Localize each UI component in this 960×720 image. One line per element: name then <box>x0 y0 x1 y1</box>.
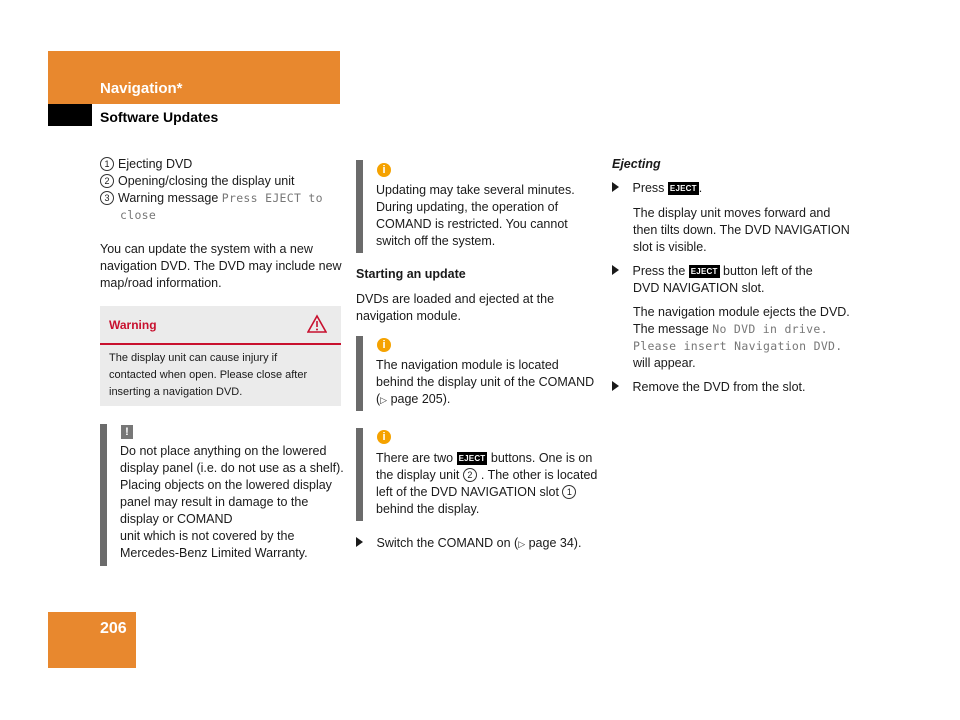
step-arrow-icon <box>612 381 619 391</box>
page-number: 206 <box>100 620 127 637</box>
callout-number: 2 <box>100 174 114 188</box>
text-line <box>376 391 611 409</box>
text-line <box>376 450 611 467</box>
display-message: close <box>120 208 157 222</box>
paragraph <box>356 291 596 325</box>
step-arrow-icon <box>612 265 619 275</box>
info-text <box>376 450 611 518</box>
caution-text <box>120 443 345 562</box>
text-line: You can update the system with a new <box>100 242 313 256</box>
text-line: will appear. <box>633 356 696 370</box>
info-icon: i <box>377 163 391 177</box>
info-bar <box>356 160 363 253</box>
step-result <box>633 304 883 372</box>
eject-button-icon: EJECT <box>458 454 486 463</box>
legend-text: Ejecting DVD <box>118 157 193 171</box>
text-line <box>376 484 611 501</box>
warning-divider <box>100 343 341 345</box>
legend-text: Warning message <box>118 191 222 205</box>
text-fragment: . <box>698 181 703 195</box>
legend-item <box>100 173 340 190</box>
caution-bar <box>100 424 107 566</box>
text-fragment: Remove the DVD from the slot. <box>632 380 806 394</box>
text-line: switch off the system. <box>376 234 496 248</box>
step-item <box>612 263 872 280</box>
exclamation-icon: ! <box>121 425 133 439</box>
text-line <box>633 338 883 355</box>
display-message: Press EJECT to <box>221 191 323 205</box>
text-fragment: Press the <box>632 264 689 278</box>
text-line: behind the display. <box>376 502 480 516</box>
step-item-cont: DVD NAVIGATION slot. <box>633 281 765 295</box>
text-fragment: . The other is located <box>480 468 598 482</box>
callout-number: 2 <box>463 468 477 482</box>
text-line: The display unit moves forward and <box>633 206 831 220</box>
section-subtitle: Software Updates <box>100 109 219 125</box>
text-fragment: button left of the <box>719 264 813 278</box>
step-arrow-icon <box>612 182 619 192</box>
text-line: contacted when open. Please close after <box>109 369 308 381</box>
step-arrow-icon <box>356 537 363 547</box>
subheader-marker <box>48 104 92 126</box>
page-ref-link: page 205). <box>390 392 451 406</box>
text-fragment: There are two <box>376 451 457 465</box>
eject-button-icon: EJECT <box>669 184 697 193</box>
callout-number: 3 <box>100 191 114 205</box>
warning-box <box>100 306 341 406</box>
display-message: No DVD in drive. <box>712 322 828 336</box>
text-line: The display unit can cause injury if <box>109 352 278 364</box>
eject-button-icon: EJECT <box>690 267 718 276</box>
text-line: then tilts down. The DVD NAVIGATION <box>633 223 850 237</box>
legend-text: Opening/closing the display unit <box>118 174 295 188</box>
text-line: During updating, the operation of <box>376 200 559 214</box>
text-line: COMAND is restricted. You cannot <box>376 217 568 231</box>
legend-item-cont <box>100 207 340 224</box>
text-line <box>376 467 611 484</box>
text-line: The navigation module ejects the DVD. <box>633 305 850 319</box>
section-heading: Ejecting <box>612 157 661 171</box>
legend-item <box>100 156 340 173</box>
step-item <box>356 535 606 553</box>
text-line: panel may result in damage to the <box>120 495 309 509</box>
text-fragment: The message <box>633 322 713 336</box>
text-fragment: Press <box>632 181 668 195</box>
section-title: Navigation* <box>100 80 183 97</box>
text-line: Updating may take several minutes. <box>376 183 575 197</box>
warning-label: Warning <box>109 318 157 332</box>
info-bar <box>356 336 363 411</box>
text-line: Do not place anything on the lowered <box>120 444 327 458</box>
text-line: The navigation module is located <box>376 358 559 372</box>
page-ref-icon: ▷ <box>380 395 388 405</box>
page-ref-icon: ▷ <box>518 539 526 549</box>
info-text <box>376 182 606 250</box>
text-line <box>633 321 883 338</box>
text-fragment: ( <box>376 392 381 406</box>
header-band <box>48 51 340 104</box>
callout-number: 1 <box>100 157 114 171</box>
text-line: unit which is not covered by the <box>120 529 295 543</box>
text-line: DVDs are loaded and ejected at the <box>356 292 555 306</box>
info-icon: i <box>377 430 391 444</box>
text-line: display panel (i.e. do not use as a shelf). <box>120 461 344 475</box>
text-fragment: Switch the COMAND on ( <box>376 536 519 550</box>
info-bar <box>356 428 363 521</box>
text-fragment: left of the DVD NAVIGATION slot <box>376 485 563 499</box>
section-heading: Starting an update <box>356 267 466 281</box>
callout-number: 1 <box>562 485 576 499</box>
info-icon: i <box>377 338 391 352</box>
text-line: display or COMAND <box>120 512 233 526</box>
step-item <box>612 379 872 396</box>
warning-triangle-icon <box>307 314 327 334</box>
text-line: navigation module. <box>356 309 461 323</box>
step-result <box>633 205 873 256</box>
text-fragment: buttons. One is on <box>487 451 593 465</box>
page-ref-link: page 34). <box>525 536 582 550</box>
warning-text <box>109 350 334 401</box>
info-text <box>376 357 611 409</box>
text-line: inserting a navigation DVD. <box>109 386 243 398</box>
text-fragment: the display unit <box>376 468 463 482</box>
text-line: navigation DVD. The DVD may include new <box>100 259 342 273</box>
legend-list <box>100 156 340 224</box>
text-line: Mercedes-Benz Limited Warranty. <box>120 546 308 560</box>
text-line: behind the display unit of the COMAND <box>376 375 595 389</box>
step-item <box>612 180 872 197</box>
text-line: Placing objects on the lowered display <box>120 478 332 492</box>
intro-paragraph <box>100 241 345 292</box>
text-line: map/road information. <box>100 276 222 290</box>
legend-item <box>100 190 340 207</box>
text-line: slot is visible. <box>633 240 707 254</box>
display-message: Please insert Navigation DVD. <box>633 339 843 353</box>
